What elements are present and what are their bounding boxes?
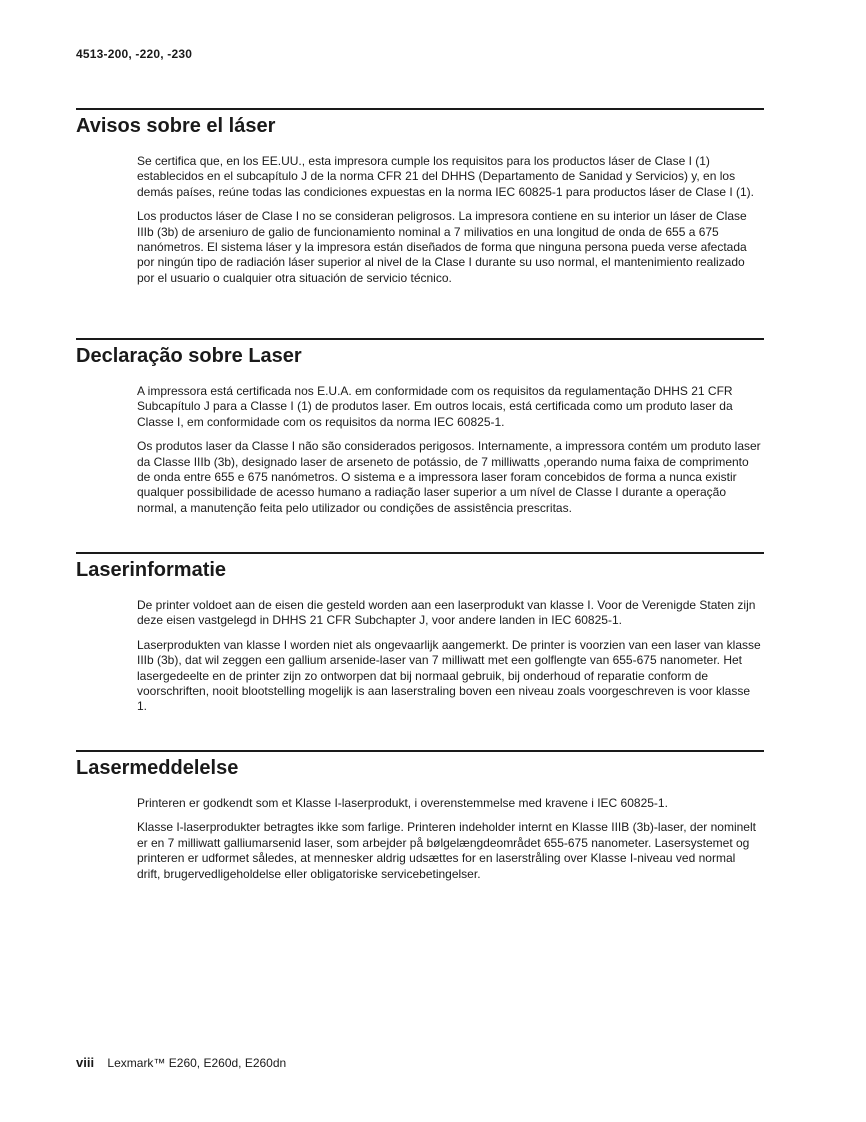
section-body	[137, 796, 761, 882]
paragraph: Klasse I-laserprodukter betragtes ikke som farlige. Printeren indeholder internt en Klasse IIIB (3b)-laser, der nominelt er en 7 milliwatt galliumarsenid laser, som arbejder på bølgelængdeområdet 655-675 nanometer. Lasersystemet og printeren er udformet således, at mennesker aldrig udsættes for en laserstråling over Klasse I-niveau ved normal drift, brugervedligeholdelse eller obligatoriske servicebetingelser.	[137, 820, 756, 881]
section-dutch-laser-notice	[76, 552, 764, 724]
page-footer	[76, 1055, 286, 1070]
section-body	[137, 384, 761, 516]
paragraph: A impressora está certificada nos E.U.A. em conformidade com os requisitos da regulamentação DHHS 21 CFR Subcapítulo J para a Classe I (1) de produtos laser. Em outros locais, está certificada como um produto laser da Classe I, em conformidade com os requisitos da norma IEC 60825-1.	[137, 384, 733, 429]
section-spanish-laser-notice	[76, 108, 764, 295]
page-header-model: 4513-200, -220, -230	[76, 47, 193, 61]
section-divider	[76, 552, 764, 554]
section-body	[137, 154, 761, 286]
section-title: Laserinformatie	[76, 559, 227, 581]
section-divider	[76, 108, 764, 110]
section-title: Avisos sobre el láser	[76, 115, 276, 137]
section-portuguese-laser-notice	[76, 338, 764, 525]
paragraph: Laserprodukten van klasse I worden niet als ongevaarlijk aangemerkt. De printer is voorzien van een laser van klasse IIIb (3b), dat wil zeggen een gallium arsenide-laser van 7 milliwatt met een golflengte van 655-675 nanometer. Het lasergedeelte en de printer zijn zo ontworpen dat bij normaal gebruik, bij onderhoud of reparatie conform de voorschriften, nooit blootstelling mogelijk is aan laserstraling boven een niveau zoals voorgeschreven is voor klasse 1.	[137, 637, 761, 714]
paragraph: Los productos láser de Clase I no se consideran peligrosos. La impresora contiene en su interior un láser de Clase IIIb (3b) de arseniuro de galio de funcionamiento nominal a 7 milivatios en una longitud de onda de 655 a 675 nanómetros. El sistema láser y la impresora están diseñados de forma que ninguna persona pueda verse afectada por ningún tipo de radiación láser superior al nivel de la Clase I durante su uso normal, el mantenimiento realizado por el usuario o cualquier otra situación de servicio técnico.	[137, 209, 747, 285]
section-divider	[76, 338, 764, 340]
section-body	[137, 598, 761, 715]
paragraph: De printer voldoet aan de eisen die gesteld worden aan een laserprodukt van klasse I. Voor de Verenigde Staten zijn deze eisen vastgelegd in DHHS 21 CFR Subchapter J, voor andere landen in IEC 60825-1.	[137, 598, 756, 628]
footer-product-name: Lexmark™ E260, E260d, E260dn	[107, 1056, 287, 1070]
section-title: Lasermeddelelse	[76, 757, 239, 779]
page-number: viii	[76, 1055, 95, 1070]
paragraph: Se certifica que, en los EE.UU., esta impresora cumple los requisitos para los productos láser de Clase I (1) establecidos en el subcapítulo J de la norma CFR 21 del DHHS (Departamento de Sanidad y Servicios) y, en los demás países, reúne todas las condiciones expuestas en la norma IEC 60825-1 para productos láser de Clase I (1).	[137, 154, 755, 199]
paragraph: Os produtos laser da Classe I não são considerados perigosos. Internamente, a impressora contém um produto laser da Classe IIIb (3b), designado laser de arseneto de potássio, de 7 milliwatts ,operando numa faixa de comprimento de onda entre 655 e 675 nanómetros. O sistema e a impressora laser foram concebidos de forma a nunca existir qualquer possibilidade de acesso humano a radiação laser superior a um nível de Classe I durante a operação normal, a manutenção feita pelo utilizador ou condições de assistência prescritas.	[137, 439, 761, 515]
section-title: Declaração sobre Laser	[76, 345, 302, 367]
section-danish-laser-notice	[76, 750, 764, 891]
paragraph: Printeren er godkendt som et Klasse I-laserprodukt, i overenstemmelse med kravene i IEC 60825-1.	[137, 796, 668, 810]
section-divider	[76, 750, 764, 752]
